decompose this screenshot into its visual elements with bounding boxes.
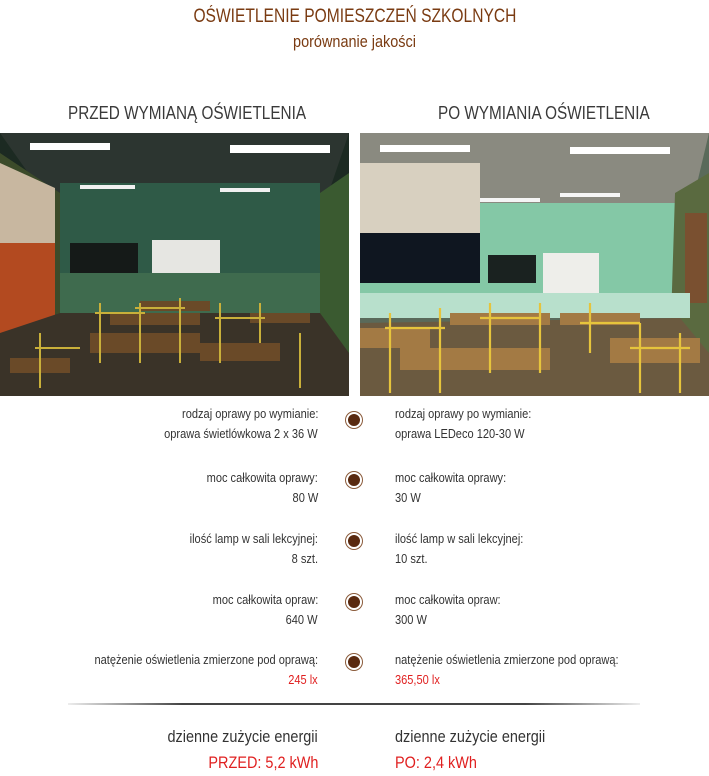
before-cell xyxy=(55,650,318,690)
before-summary xyxy=(141,724,318,776)
row-label: natężenie oświetlenia zmierzone pod oprawą: xyxy=(94,652,318,667)
before-value: 245 lx xyxy=(288,672,318,687)
after-heading: PO WYMIANIA OŚWIETLENIA xyxy=(438,103,650,123)
after-cell xyxy=(395,529,546,569)
comparison-row xyxy=(0,650,709,700)
before-cell xyxy=(187,468,318,508)
row-label: moc całkowita oprawy: xyxy=(206,470,318,485)
bullet-icon xyxy=(346,533,362,549)
page-title: OŚWIETLENIE POMIESZCZEŃ SZKOLNYCH xyxy=(193,6,516,27)
after-value: 30 W xyxy=(395,490,421,505)
before-heading: PRZED WYMIANĄ OŚWIETLENIA xyxy=(68,103,307,123)
row-label: ilość lamp w sali lekcyjnej: xyxy=(189,531,318,546)
after-cell xyxy=(395,650,658,690)
divider xyxy=(68,703,640,705)
header xyxy=(0,6,709,52)
after-value: 10 szt. xyxy=(395,551,428,566)
before-value: 8 szt. xyxy=(291,551,318,566)
row-label: moc całkowita opraw: xyxy=(395,592,501,607)
before-classroom-photo xyxy=(0,133,349,396)
comparison-row xyxy=(0,468,709,518)
before-value: 640 W xyxy=(286,612,318,627)
before-energy-value: PRZED: 5,2 kWh xyxy=(207,753,318,772)
after-value: oprawa LEDeco 120-30 W xyxy=(395,426,525,441)
row-label: ilość lamp w sali lekcyjnej: xyxy=(395,531,524,546)
after-value: 365,50 lx xyxy=(395,672,440,687)
comparison-row xyxy=(0,529,709,579)
before-cell xyxy=(194,590,318,630)
bullet-icon xyxy=(346,472,362,488)
comparison-row xyxy=(0,404,709,454)
comparison-row xyxy=(0,590,709,640)
before-cell xyxy=(137,404,318,444)
summary-label: dzienne zużycie energii xyxy=(395,727,546,746)
after-cell xyxy=(395,404,555,444)
after-cell xyxy=(395,590,519,630)
before-value: oprawa świetlówkowa 2 x 36 W xyxy=(164,426,318,441)
row-label: natężenie oświetlenia zmierzone pod oprawą: xyxy=(395,652,619,667)
summary-label: dzienne zużycie energii xyxy=(167,727,318,746)
bullet-icon xyxy=(346,412,362,428)
after-energy-value: PO: 2,4 kWh xyxy=(395,753,477,772)
after-summary xyxy=(395,724,572,776)
after-value: 300 W xyxy=(395,612,427,627)
bullet-icon xyxy=(346,654,362,670)
before-cell xyxy=(167,529,318,569)
before-value: 80 W xyxy=(292,490,318,505)
after-classroom-photo xyxy=(360,133,709,396)
bullet-icon xyxy=(346,594,362,610)
row-label: rodzaj oprawy po wymianie: xyxy=(395,406,532,421)
page-subtitle: porównanie jakości xyxy=(293,32,416,51)
row-label: moc całkowita opraw: xyxy=(212,592,318,607)
row-label: moc całkowita oprawy: xyxy=(395,470,507,485)
row-label: rodzaj oprawy po wymianie: xyxy=(181,406,318,421)
after-cell xyxy=(395,468,526,508)
